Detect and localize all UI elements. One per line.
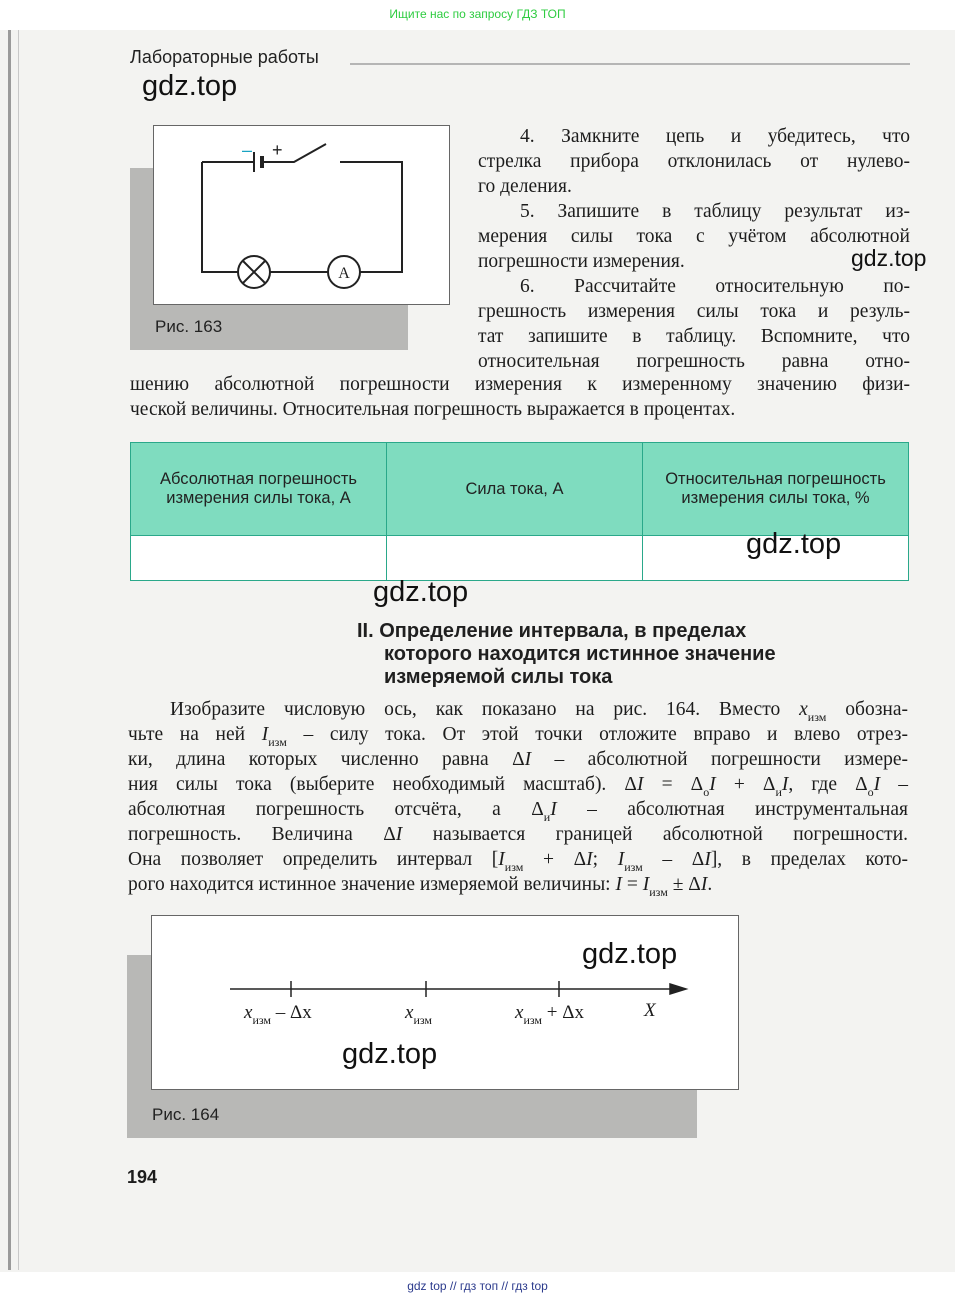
header-relative-error: Относительная погрешность измерения силы тока, % xyxy=(643,443,909,536)
math-variable: I xyxy=(261,724,269,745)
running-head: Лабораторные работы xyxy=(130,47,319,67)
text-line: относительная погрешность равна отно- xyxy=(478,351,910,372)
math-subscript: о xyxy=(867,785,874,799)
footer-links[interactable]: gdz top // гдз топ // гдз top xyxy=(407,1279,548,1293)
math-subscript: изм xyxy=(649,885,668,899)
math-variable: I xyxy=(873,774,881,795)
paragraph-line: ния силы тока (выберите необходимый масштаб). $\Delta I = \Delta_оI + \Delta_иI$, где $\Delta_оI$ – xyxy=(128,774,908,799)
minus-sign: – xyxy=(242,140,253,160)
figure-164-caption: Рис. 164 xyxy=(152,1105,220,1124)
text-line: грешность измерения силы тока и резуль- xyxy=(478,301,910,322)
watermark: gdz.top xyxy=(142,70,238,102)
math-variable: I xyxy=(524,749,532,770)
axis-arrow-icon xyxy=(670,984,686,994)
header-rule xyxy=(350,63,910,65)
text-line: стрелка прибора отклонилась от нулево- xyxy=(478,151,910,172)
section-heading xyxy=(357,620,776,689)
text-line: погрешности измерения. xyxy=(478,251,685,272)
math-variable: I xyxy=(636,774,644,795)
figure-163-caption: Рис. 163 xyxy=(155,317,223,336)
table-cell[interactable] xyxy=(131,536,387,581)
top-note[interactable]: Ищите нас по запросу ГДЗ ТОП xyxy=(389,7,566,21)
watermark: gdz.top xyxy=(373,576,469,608)
circuit-diagram xyxy=(154,126,451,306)
axis-label-x: X xyxy=(644,1000,656,1021)
math-subscript: о xyxy=(703,785,710,799)
watermark: gdz.top xyxy=(342,1038,438,1070)
math-variable: I xyxy=(700,874,708,895)
text-line: мерения силы тока с учётом абсолютной xyxy=(478,226,910,247)
paragraph-line: рого находится истинное значение измеряемой величины: $I = I_{изм} \pm \Delta I$. xyxy=(128,874,713,899)
math-variable: x xyxy=(799,699,808,720)
math-variable: I xyxy=(395,824,403,845)
table-header-row xyxy=(131,443,909,536)
text-line: 4. Замкните цепь и убедитесь, что xyxy=(520,126,910,147)
watermark: gdz.top xyxy=(746,528,842,560)
paragraph-line: ки, длина которых численно равна ΔI – абсолютной погрешности измере- xyxy=(128,749,908,770)
paragraph-line: абсолютная погрешность отсчёта, а $\Delta_иI$ – абсолютная инструментальная xyxy=(128,799,908,824)
label-x-measured: $x_{изм}$ xyxy=(405,1002,433,1027)
math-subscript: и xyxy=(543,810,551,824)
paragraph-line: чьте на ней $I_{изм}$ – силу тока. От этой точки отложите вправо и влево отрез- xyxy=(128,724,908,749)
math-variable: I xyxy=(498,849,505,870)
math-subscript: изм xyxy=(807,710,827,724)
text-line: шению абсолютной погрешности измерения к измеренному значению физи- xyxy=(130,374,910,395)
header-absolute-error: Абсолютная погрешность измерения силы тока, А xyxy=(131,443,387,536)
plus-sign: + xyxy=(272,140,283,160)
math-subscript: и xyxy=(775,785,782,799)
figure-163 xyxy=(153,125,450,305)
math-variable: I xyxy=(550,799,557,820)
watermark: gdz.top xyxy=(851,245,927,271)
label-x-minus-dx: $x_{изм}$ – Δx xyxy=(244,1002,312,1027)
section-heading-line: которого находится истинное значение xyxy=(384,643,776,665)
text-line: 5. Запишите в таблицу результат из- xyxy=(520,201,910,222)
page-number: 194 xyxy=(127,1167,158,1187)
header-current: Сила тока, А xyxy=(387,443,643,536)
ammeter-label: A xyxy=(338,265,350,282)
binding-edge-line xyxy=(18,30,19,1270)
text-line: тат запишите в таблицу. Вспомните, что xyxy=(478,326,910,347)
table-cell[interactable] xyxy=(387,536,643,581)
math-variable: I xyxy=(586,849,593,870)
math-subscript: изм xyxy=(268,735,287,749)
circuit-wires xyxy=(202,144,402,272)
math-subscript: изм xyxy=(624,860,643,874)
text-line: 6. Рассчитайте относительную по- xyxy=(520,276,910,297)
label-x-plus-dx: $x_{изм} + \Delta x$ xyxy=(515,1002,584,1027)
paragraph-line: погрешность. Величина ΔI называется границей абсолютной погрешности. xyxy=(128,824,909,845)
watermark: gdz.top xyxy=(582,938,678,970)
math-subscript: изм xyxy=(504,860,524,874)
math-variable: I xyxy=(617,849,625,870)
binding-edge xyxy=(8,30,11,1270)
paragraph-line: Она позволяет определить интервал [$I_{изм} + \Delta I$; $I_{изм} - \Delta I$], в пределах кото- xyxy=(128,849,909,874)
math-variable: I xyxy=(615,874,622,895)
math-variable: I xyxy=(709,774,716,795)
text-line: ческой величины. Относительная погрешность выражается в процентах. xyxy=(130,399,736,420)
math-variable: I xyxy=(704,849,711,870)
section-heading-line: II. Определение интервала, в пределах xyxy=(357,620,747,642)
paragraph-line: Изобразите числовую ось, как показано на рис. 164. Вместо $x_{изм}$ обозна- xyxy=(170,699,908,724)
math-variable: I xyxy=(781,774,789,795)
section-heading-line: измеряемой силы тока xyxy=(384,666,613,688)
math-variable: I xyxy=(642,874,650,895)
text-line: го деления. xyxy=(478,176,572,197)
